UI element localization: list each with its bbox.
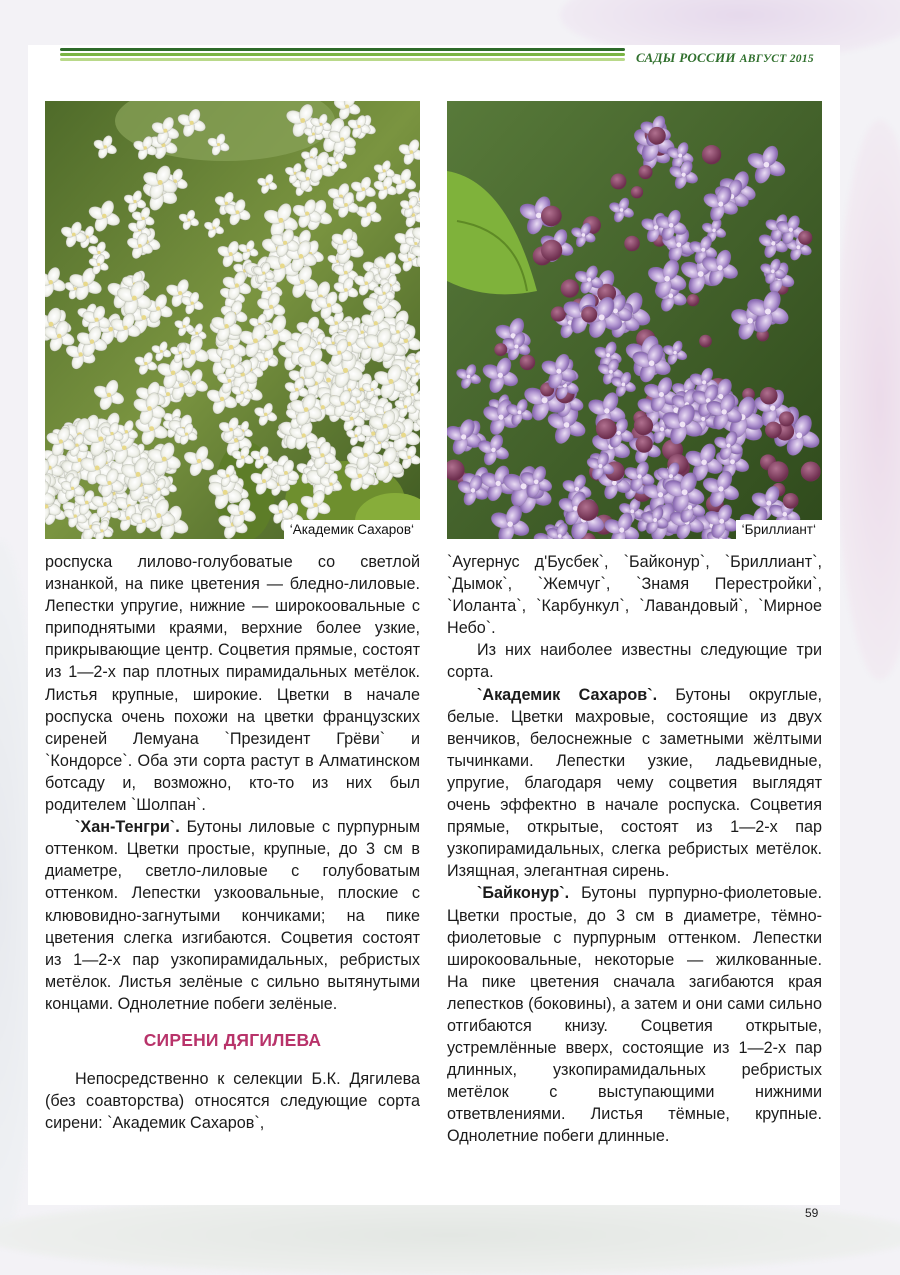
purple-bud — [541, 206, 562, 227]
purple-bud — [631, 186, 643, 198]
purple-bud — [634, 416, 653, 435]
paragraph: `Байконур`. Бутоны пурпурно-фиолетовые. Цветки простые, до 3 см в диаметре, тёмно-фиолетовые с пурпурным оттенком. Лепестки широкоовальные, некоторые — жилкованные. На пике цветения сначала загибаются края лепестков (боковины), а затем и они сами сильно отгибаются книзу. Соцветия открытые, устремлённые вверх, состоящие из 1—2-х пар длинных, узкопирамидальных ребристых метёлок с выступающими нижними ответвлениями. Листья тёмные, крупные. Однолетние побеги длинные. — [447, 882, 822, 1147]
photo-caption: ‘Академик Сахаров‘ — [284, 520, 420, 539]
purple-bud — [760, 387, 778, 405]
photo-white-lilac — [45, 101, 420, 539]
purple-bud — [577, 499, 598, 520]
section-heading: СИРЕНИ ДЯГИЛЕВА — [45, 1029, 420, 1051]
magazine-header — [636, 50, 814, 66]
magazine-title: САДЫ РОССИИ — [636, 50, 736, 65]
paragraph: `Аугернус д'Бусбек`, `Байконур`, `Бриллиант`, `Дымок`, `Жемчуг`, `Знамя Перестройки`, `Иоланта`, `Карбункул`, `Лавандовый`, `Мирное Небо`. — [447, 551, 822, 639]
purple-bud — [581, 307, 597, 323]
purple-bud — [494, 343, 507, 356]
header-decorative-lines — [60, 48, 625, 66]
paragraph: роспуска лилово-голубоватые со светлой изнанкой, на пике цветения — бледно-лиловые. Лепестки упругие, нижние — широкоовальные с приподнятыми краями, верхние более узкие, прикрывающие центр. Соцветия прямые, состоят из 1—2-х пар плотных пирамидальных метёлок. Листья крупные, широкие. Цветки в начале роспуска очень похожи на цветки французских сиреней Лемуана `Президент Грёви` и `Кондорсе`. Оба эти сорта растут в Алматинском ботсаду и, возможно, кто-то из них был родителем `Шолпан`. — [45, 551, 420, 816]
purple-bud — [624, 236, 640, 252]
purple-bud — [520, 355, 536, 371]
header-line — [60, 58, 625, 61]
header-line — [60, 48, 625, 51]
purple-bud — [768, 461, 789, 482]
variety-name: `Байконур`. — [477, 884, 569, 902]
variety-name: `Хан-Тенгри`. — [75, 818, 180, 836]
purple-bud — [783, 493, 799, 509]
purple-bud — [611, 174, 627, 190]
purple-bud — [798, 231, 812, 245]
purple-bud — [639, 165, 653, 179]
background-lilac-bottom — [0, 1195, 900, 1275]
variety-name: `Академик Сахаров`. — [477, 686, 657, 704]
page-number: 59 — [805, 1206, 818, 1220]
paragraph: `Хан-Тенгри`. Бутоны лиловые с пурпурным оттенком. Цветки простые, крупные, до 3 см в диаметре, светло-лиловые с голубоватым оттенком. Лепестки узкоовальные, плоские с клювовидно-загнутыми кончиками; на пике цветения слегка изгибаются. Соцветия состоят из 1—2-х пар узкопирамидальных, ребристых метёлок. Листья зелёные с сильно вытянутыми концами. Однолетние побеги зелёные. — [45, 816, 420, 1015]
paragraph: Из них наиболее известны следующие три сорта. — [447, 639, 822, 683]
paragraph: Непосредственно к селекции Б.К. Дягилева (без соавторства) относятся следующие сорта сирени: `Академик Сахаров`, — [45, 1068, 420, 1134]
left-text-column — [45, 551, 420, 1134]
photo-caption: ‘Бриллиант‘ — [736, 520, 822, 539]
white-lilac-image — [45, 101, 420, 539]
issue-date: АВГУСТ 2015 — [740, 53, 814, 65]
purple-bud — [596, 418, 617, 439]
photo-purple-lilac — [447, 101, 822, 539]
purple-lilac-image — [447, 101, 822, 539]
purple-bud — [702, 145, 721, 164]
paragraph: `Академик Сахаров`. Бутоны округлые, белые. Цветки махровые, состоящие из двух венчиков, белоснежные с заметными жёлтыми тычинками. Лепестки узкие, ладьевидные, упругие, благодаря чему соцветия выглядят очень эффектно в начале роспуска. Соцветия прямые, открытые, состоят из 1—2-х пар узкопирамидальных, слегка ребристых метёлок. Изящная, элегантная сирень. — [447, 684, 822, 883]
background-lilac-right — [835, 120, 900, 680]
purple-bud — [699, 335, 712, 348]
purple-bud — [636, 435, 653, 452]
purple-bud — [765, 422, 782, 439]
header-line — [60, 53, 625, 56]
purple-bud — [801, 462, 821, 482]
purple-bud — [779, 411, 794, 426]
purple-bud — [648, 127, 666, 145]
right-text-column — [447, 551, 822, 1148]
purple-bud — [561, 279, 579, 297]
purple-bud — [541, 240, 562, 261]
purple-bud — [687, 294, 699, 306]
